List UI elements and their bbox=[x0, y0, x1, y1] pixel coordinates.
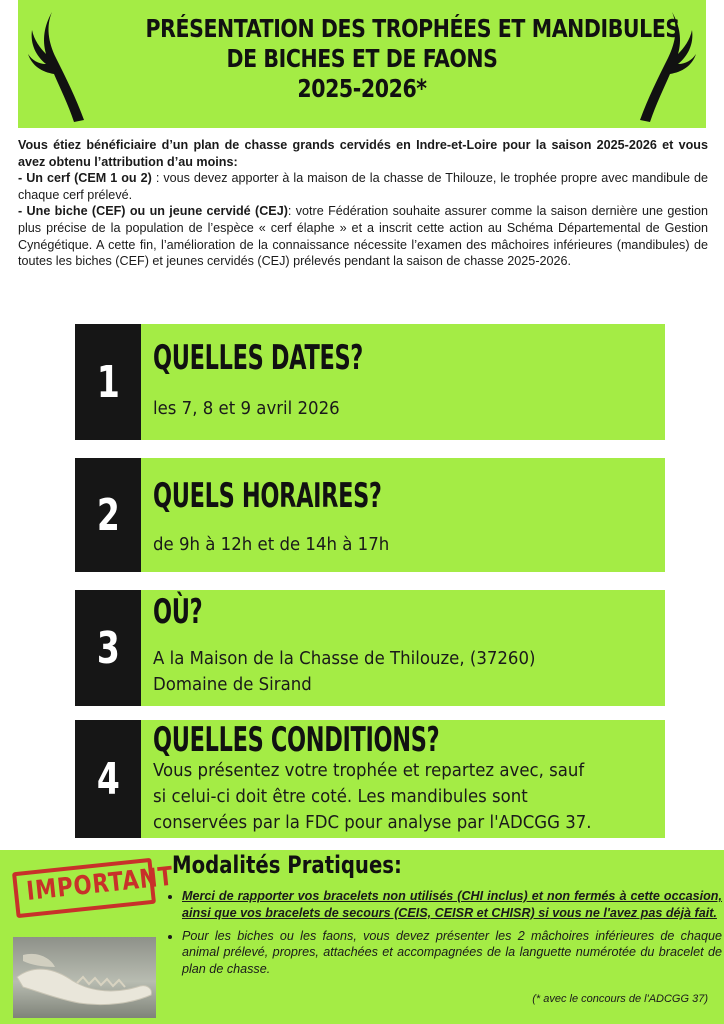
step-location bbox=[75, 590, 665, 706]
title-line-2: DE BICHES ET DE FAONS bbox=[226, 44, 498, 73]
list-item: • Pour les biches ou les faons, vous devez présenter les 2 mâchoires inférieures de chaque animal prélevé, propres, attachées et accompagnées de la languette numérotée du bracelet de plan de chasse. bbox=[182, 928, 722, 978]
intro-biche-text: : votre Fédération souhaite assurer comme la saison dernière une gestion plus précise de la population de l’espèce « cerf élaphe » et a inscrit cette action au Schéma Départemental de Gestion Cynégétique. A cette fin, l’amélioration de la connaissance nécessite l’examen des mâchoires inférieures (mandibules) de toutes les biches (CEF) et jeunes cervidés (CEJ) prélevés pendant la saison de chasse 2025-2026. bbox=[18, 204, 708, 269]
step-line: si celui-ci doit être coté. Les mandibules sont bbox=[153, 786, 528, 807]
practical-list bbox=[160, 888, 722, 984]
page-title bbox=[145, 14, 680, 104]
step-body bbox=[153, 532, 389, 558]
step-heading: OÙ? bbox=[153, 592, 203, 632]
intro-biche-label: - Une biche (CEF) ou un jeune cervidé (CEJ) bbox=[18, 204, 288, 219]
mandible-photo bbox=[13, 937, 156, 1018]
step-line: conservées par la FDC pour analyse par l'ADCGG 37. bbox=[153, 812, 592, 833]
step-line: A la Maison de la Chasse de Thilouze, (37260) bbox=[153, 648, 536, 669]
step-number bbox=[75, 720, 141, 838]
step-body bbox=[153, 758, 592, 836]
intro-biche bbox=[18, 203, 708, 269]
practical-title: Modalités Pratiques: bbox=[172, 851, 402, 879]
step-line: Domaine de Sirand bbox=[153, 674, 312, 695]
step-conditions bbox=[75, 720, 665, 838]
step-heading: QUELLES DATES? bbox=[153, 338, 363, 378]
intro-cerf-text: : vous devez apporter à la maison de la chasse de Thilouze, le trophée propre avec mandibule de chaque cerf prélevé. bbox=[18, 171, 708, 202]
list-item: • Merci de rapporter vos bracelets non utilisés (CHI inclus) et non fermés à cette occasion, ainsi que vos bracelets de secours (CEIS, CEISR et CHISR) si vous ne l'avez pas déjà fait. bbox=[182, 888, 722, 922]
intro-lead-text: Vous étiez bénéficiaire d’un plan de chasse grands cervidés en Indre-et-Loire pour la saison 2025-2026 et vous avez obtenu l’attribution d’au moins: bbox=[18, 138, 708, 169]
mandible-icon bbox=[13, 937, 156, 1018]
step-line: les 7, 8 et 9 avril 2026 bbox=[153, 398, 340, 419]
antler-icon bbox=[26, 8, 96, 123]
step-number-text: 3 bbox=[96, 622, 120, 674]
step-heading: QUELS HORAIRES? bbox=[153, 476, 382, 516]
step-number bbox=[75, 590, 141, 706]
step-heading: QUELLES CONDITIONS? bbox=[153, 720, 440, 760]
step-line: Vous présentez votre trophée et repartez avec, sauf bbox=[153, 760, 585, 781]
intro-lead bbox=[18, 137, 708, 170]
intro-text bbox=[18, 137, 708, 270]
step-number-text: 2 bbox=[96, 489, 120, 541]
step-number bbox=[75, 458, 141, 572]
step-number-text: 1 bbox=[96, 356, 120, 408]
step-body bbox=[153, 646, 535, 698]
step-dates bbox=[75, 324, 665, 440]
title-line-1: PRÉSENTATION DES TROPHÉES ET MANDIBULES bbox=[145, 14, 680, 43]
intro-cerf-label: - Un cerf (CEM 1 ou 2) bbox=[18, 171, 152, 186]
step-body bbox=[153, 396, 340, 422]
step-hours bbox=[75, 458, 665, 572]
step-line: de 9h à 12h et de 14h à 17h bbox=[153, 534, 390, 555]
stamp-text: IMPORTANT bbox=[25, 861, 175, 907]
intro-cerf bbox=[18, 170, 708, 203]
title-line-3: 2025-2026* bbox=[297, 74, 427, 103]
credit-note: (* avec le concours de l'ADCGG 37) bbox=[532, 993, 708, 1005]
header-banner bbox=[18, 0, 706, 128]
step-number-text: 4 bbox=[96, 753, 120, 805]
step-number bbox=[75, 324, 141, 440]
